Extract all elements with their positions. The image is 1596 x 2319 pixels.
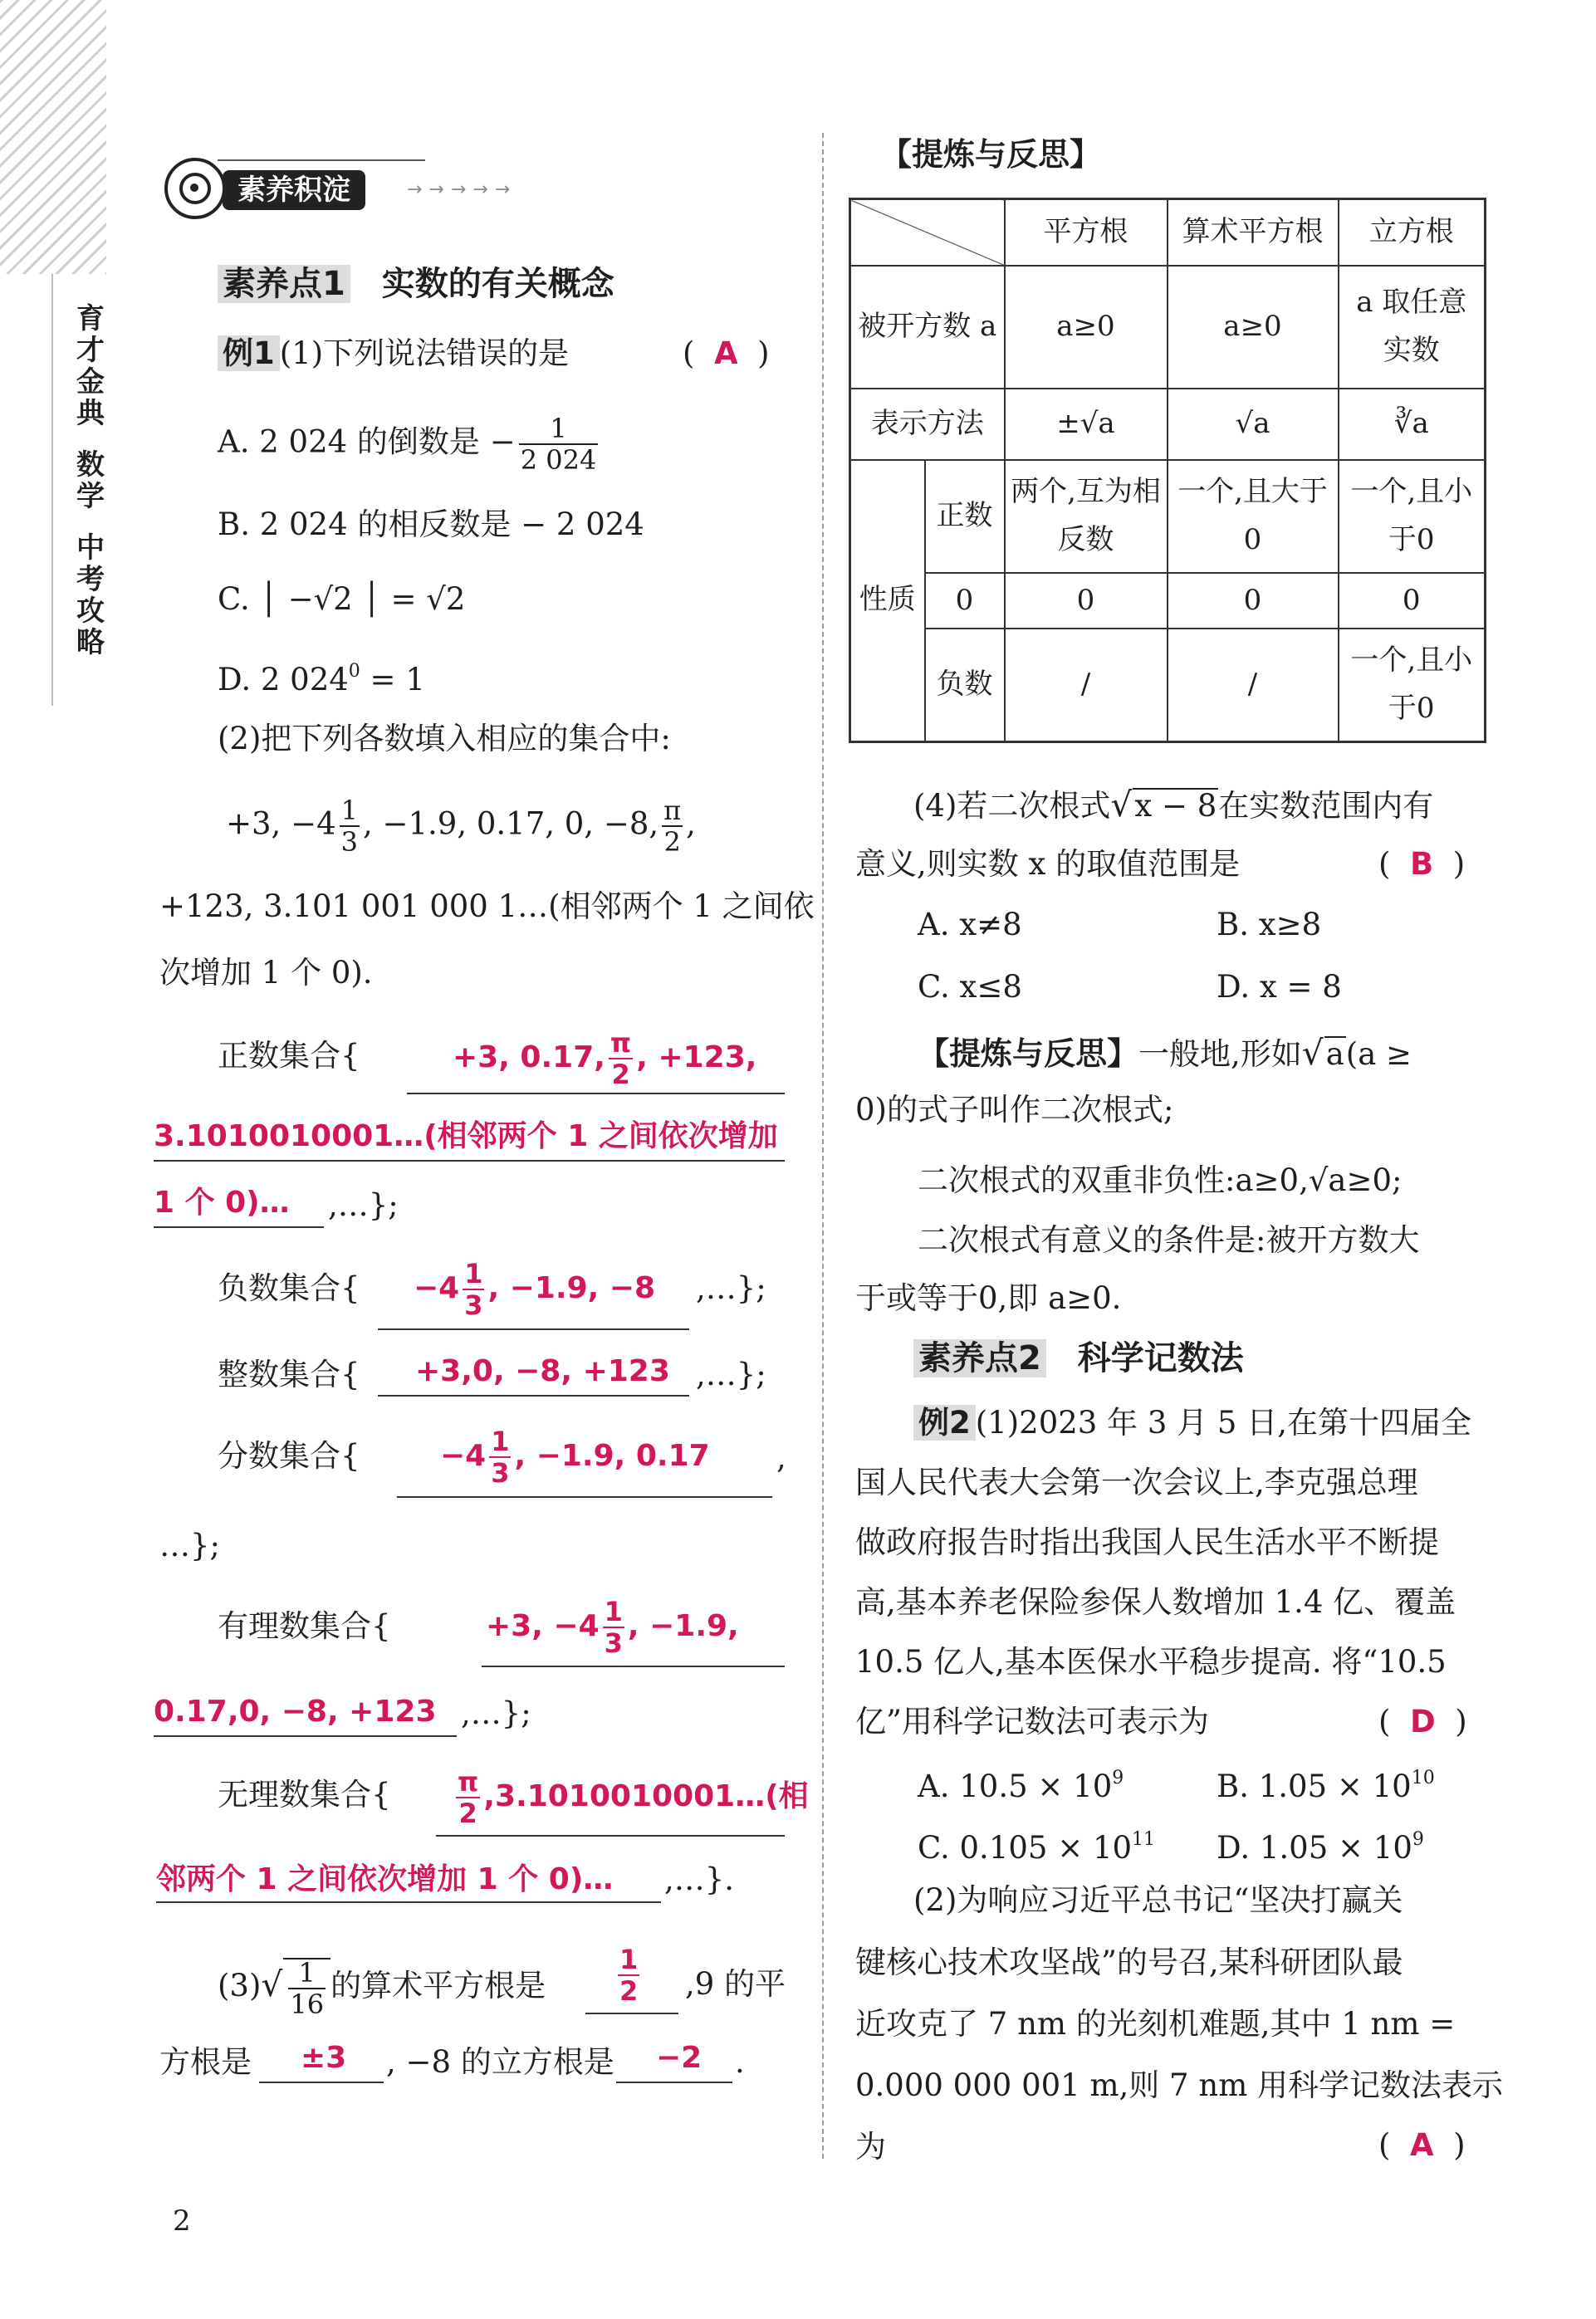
fraction-answer bbox=[440, 1426, 710, 1489]
q4-option-a: A. x≠8 bbox=[918, 907, 1022, 942]
positive-answer-line3: 1 个 0)… bbox=[154, 1186, 290, 1220]
ex2-q2-line2: 键核心技术攻坚战”的号召,某科研团队最 bbox=[855, 1945, 1403, 1980]
section-logo: 素养积淀 bbox=[223, 170, 365, 210]
sub-row-label: 负数 bbox=[925, 629, 1005, 741]
ex2-option-b bbox=[1217, 1759, 1435, 1807]
sqrt-symbol: √ bbox=[1301, 1033, 1324, 1073]
q4-line1-suffix: 在实数范围内有 bbox=[1218, 788, 1434, 824]
option-c-expr: │ −√2 │ = √2 bbox=[259, 581, 466, 617]
q3-line2-end: . bbox=[735, 2044, 745, 2080]
irrational-set-close: ,…}. bbox=[664, 1862, 735, 1897]
q4-line1 bbox=[913, 785, 1433, 826]
ex2-line6: 亿”用科学记数法可表示为 bbox=[855, 1704, 1209, 1739]
row-label-radicand: 被开方数 a bbox=[850, 266, 1005, 389]
option-base: D. 1.05 × 10 bbox=[1217, 1830, 1412, 1866]
irrational-answer-part1: ,3.1010010001…(相 bbox=[483, 1779, 809, 1813]
corner-hatch bbox=[0, 0, 106, 274]
q3-answer-cube: −2 bbox=[656, 2041, 703, 2075]
table-cell: 一个,且小于0 bbox=[1339, 460, 1486, 573]
option-c-prefix: C. bbox=[218, 581, 250, 617]
ex2-line1 bbox=[913, 1403, 1471, 1443]
section2-label: 素养点2 bbox=[913, 1339, 1046, 1377]
answer-underline bbox=[156, 1901, 661, 1903]
table-cell: ±√a bbox=[1005, 389, 1168, 460]
reflect2-line1-a: 一般地,形如 bbox=[1138, 1036, 1302, 1072]
option-a-text: A. 2 024 的倒数是 − bbox=[218, 423, 516, 460]
answer-underline bbox=[616, 2082, 732, 2083]
ex1-label: 例1 bbox=[218, 335, 280, 371]
sidebar-title bbox=[71, 303, 110, 658]
answer-underline bbox=[154, 1735, 457, 1737]
ex2-q2-answer: A bbox=[1409, 2127, 1434, 2163]
fraction-num: π bbox=[610, 1027, 632, 1059]
ex1-q2-numbers-line2: +123, 3.101 001 000 1…(相邻两个 1 之间依 bbox=[159, 888, 815, 924]
ex1-option-c bbox=[218, 580, 465, 619]
col-header: 算术平方根 bbox=[1168, 199, 1339, 266]
sqrt-content: a bbox=[1325, 1036, 1344, 1072]
logo-rule bbox=[218, 159, 425, 161]
option-base: C. 0.105 × 10 bbox=[918, 1830, 1133, 1866]
arrow-icons: →→→→→ bbox=[407, 179, 517, 200]
side-rule bbox=[51, 274, 53, 706]
fraction bbox=[463, 1260, 484, 1319]
ex2-line3: 做政府报告时指出我国人民生活水平不断提 bbox=[855, 1524, 1439, 1560]
section1-label: 素养点1 bbox=[218, 265, 350, 303]
table-corner bbox=[850, 199, 1005, 266]
table-cell: / bbox=[1168, 629, 1339, 741]
q4-line1-prefix: (4)若二次根式 bbox=[913, 788, 1111, 824]
page-number: 2 bbox=[173, 2204, 191, 2238]
reflect2-line1-b: (a ≥ bbox=[1345, 1036, 1412, 1072]
summary-table bbox=[849, 198, 1486, 743]
answer-underline bbox=[259, 2082, 384, 2083]
fraction bbox=[662, 795, 683, 858]
target-icon bbox=[164, 158, 226, 219]
table-cell: a≥0 bbox=[1005, 266, 1168, 389]
sqrt-content bbox=[283, 1958, 330, 2018]
option-exp: 9 bbox=[1112, 1768, 1124, 1788]
fraction-num: 1 bbox=[464, 1258, 483, 1289]
fraction-answer-part-a: −4 bbox=[440, 1439, 487, 1473]
ex1-q1-answer-paren: ( A ) bbox=[683, 335, 770, 371]
table-cell: 0 bbox=[1168, 573, 1339, 629]
row-label-property: 性质 bbox=[850, 460, 925, 742]
section1-heading bbox=[218, 264, 614, 304]
ex1-q3-line1 bbox=[218, 1951, 546, 2019]
fraction-den: 3 bbox=[464, 1289, 483, 1321]
reflect2-line2: 0)的式子叫作二次根式; bbox=[855, 1092, 1174, 1128]
row-label-notation: 表示方法 bbox=[850, 389, 1005, 460]
q4-line2: 意义,则实数 x 的取值范围是 bbox=[855, 846, 1241, 882]
fraction bbox=[288, 1956, 326, 2020]
q3-answer-sqrt bbox=[614, 1941, 643, 2008]
rational-answer-part-a: +3, −4 bbox=[486, 1609, 600, 1643]
sqrt-symbol: √ bbox=[261, 1964, 283, 2004]
ex1-q2-numbers-line1 bbox=[226, 795, 696, 858]
option-base: B. 1.05 × 10 bbox=[1217, 1769, 1412, 1804]
positive-answer-part2: , +123, bbox=[636, 1040, 757, 1074]
option-d-exp: 0 bbox=[348, 661, 360, 682]
table-cell: 0 bbox=[1005, 573, 1168, 629]
fraction-set-close: …}; bbox=[159, 1528, 221, 1563]
ex1-option-a bbox=[218, 413, 601, 476]
fraction-set-comma: , bbox=[776, 1440, 786, 1475]
reflect2-title: 【提炼与反思】 bbox=[918, 1035, 1139, 1072]
ex2-line1-text: (1)2023 年 3 月 5 日,在第十四届全 bbox=[975, 1405, 1471, 1441]
section2-heading bbox=[913, 1338, 1244, 1378]
ex1-q1-text: (1)下列说法错误的是 bbox=[279, 335, 570, 371]
q4-option-d: D. x = 8 bbox=[1217, 969, 1342, 1005]
column-divider bbox=[822, 133, 824, 2159]
fraction bbox=[519, 413, 599, 476]
table-cell: 一个,且大于0 bbox=[1168, 460, 1339, 573]
option-d-suffix: = 1 bbox=[360, 662, 425, 697]
series: 中考攻略 bbox=[76, 531, 105, 659]
answer-underline bbox=[397, 1496, 772, 1498]
integer-set-label: 整数集合{ bbox=[218, 1357, 360, 1392]
reflect2-line3: 二次根式的双重非负性:a≥0,√a≥0; bbox=[918, 1162, 1403, 1198]
ex2-option-a bbox=[918, 1759, 1124, 1807]
ex2-q2-line4: 0.000 000 001 m,则 7 nm 用科学记数法表示 bbox=[855, 2067, 1504, 2103]
fraction bbox=[489, 1426, 511, 1489]
fraction-num: π bbox=[458, 1766, 479, 1798]
fraction bbox=[609, 1027, 633, 1090]
answer-underline bbox=[154, 1160, 785, 1162]
table-cell: a≥0 bbox=[1168, 266, 1339, 389]
rational-answer-part-b: , −1.9, bbox=[627, 1609, 739, 1643]
q3-answer-pm3: ±3 bbox=[301, 2041, 347, 2075]
fraction-den: 2 bbox=[611, 1059, 630, 1090]
sub-row-label: 正数 bbox=[925, 460, 1005, 573]
option-exp: 9 bbox=[1412, 1829, 1424, 1850]
ex2-q2-line1: (2)为响应习近平总书记“坚决打赢关 bbox=[913, 1882, 1403, 1918]
option-d-base: D. 2 024 bbox=[218, 662, 349, 697]
col-header: 平方根 bbox=[1005, 199, 1168, 266]
q4-radical: x − 8 bbox=[1134, 788, 1217, 824]
q4-option-c: C. x≤8 bbox=[918, 969, 1022, 1005]
answer-underline bbox=[407, 1093, 785, 1094]
ex2-q1-answer-paren: ( D ) bbox=[1378, 1704, 1467, 1739]
q3-middle-text: 的算术平方根是 bbox=[330, 1968, 546, 2003]
ex2-line4: 高,基本养老保险参保人数增加 1.4 亿、覆盖 bbox=[855, 1584, 1456, 1620]
negative-answer-part-b: , −1.9, −8 bbox=[487, 1271, 656, 1305]
negative-set-label: 负数集合{ bbox=[218, 1270, 360, 1306]
table-cell: 一个,且小于0 bbox=[1339, 629, 1486, 741]
irrational-answer-line2: 邻两个 1 之间依次增加 1 个 0)… bbox=[156, 1862, 614, 1896]
fraction-den: 2 bbox=[619, 1975, 639, 2007]
section1-title: 实数的有关概念 bbox=[381, 265, 614, 303]
q3-line2-prefix: 方根是 bbox=[159, 2044, 252, 2080]
sub-row-label: 0 bbox=[925, 573, 1005, 629]
ex2-line2: 国人民代表大会第一次会议上,李克强总理 bbox=[855, 1465, 1418, 1500]
ex2-q1-answer: D bbox=[1409, 1704, 1436, 1739]
option-exp: 11 bbox=[1132, 1829, 1156, 1850]
fraction bbox=[603, 1596, 624, 1659]
numbers-part-c: , bbox=[686, 805, 696, 842]
col-header: 立方根 bbox=[1339, 199, 1486, 266]
answer-underline bbox=[482, 1666, 785, 1667]
q3-after-text: ,9 的平 bbox=[685, 1966, 786, 2002]
positive-answer-part1: +3, 0.17, bbox=[453, 1040, 605, 1074]
q4-answer-paren: ( B ) bbox=[1378, 846, 1466, 882]
table-cell: a 取任意实数 bbox=[1339, 266, 1486, 389]
ex1-q1-answer: A bbox=[713, 335, 738, 371]
ex2-option-c bbox=[918, 1820, 1155, 1868]
irrational-answer-line1 bbox=[453, 1766, 809, 1829]
table-cell: / bbox=[1005, 629, 1168, 741]
ex1-q1-stem bbox=[218, 334, 569, 374]
fraction-num: 1 bbox=[619, 1944, 639, 1975]
answer-underline bbox=[585, 2013, 678, 2014]
sqrt-symbol: √ bbox=[1110, 785, 1133, 824]
ex1-q2-numbers-line3: 次增加 1 个 0). bbox=[159, 955, 373, 991]
table-cell: ∛a bbox=[1339, 389, 1486, 460]
answer-underline bbox=[378, 1395, 689, 1397]
rational-set-label: 有理数集合{ bbox=[218, 1608, 391, 1644]
ex2-q2-line3: 近攻克了 7 nm 的光刻机难题,其中 1 nm = bbox=[855, 2006, 1456, 2042]
ex2-option-d bbox=[1217, 1820, 1424, 1868]
ex2-q2-line5: 为 bbox=[855, 2129, 886, 2165]
reflect2-line5: 于或等于0,即 a≥0. bbox=[855, 1280, 1122, 1316]
ex2-q2-answer-paren: ( A ) bbox=[1378, 2127, 1466, 2163]
q3-line2-middle: , −8 的立方根是 bbox=[386, 2044, 614, 2080]
fraction-num: 1 bbox=[604, 1596, 623, 1627]
fraction-den: 2 024 bbox=[520, 444, 597, 476]
fraction-den: 2 bbox=[458, 1798, 477, 1829]
negative-answer bbox=[414, 1260, 655, 1319]
positive-answer-line1 bbox=[453, 1027, 757, 1090]
reflect2-line1 bbox=[918, 1033, 1412, 1074]
fraction-answer-part-b: , −1.9, 0.17 bbox=[514, 1439, 710, 1473]
fraction-num: 1 bbox=[491, 1426, 510, 1457]
fraction bbox=[456, 1766, 480, 1829]
ex2-label: 例2 bbox=[913, 1405, 976, 1441]
option-exp: 10 bbox=[1411, 1768, 1435, 1788]
rational-set-close: ,…}; bbox=[461, 1695, 531, 1731]
positive-answer-line2: 3.1010010001…(相邻两个 1 之间依次增加 bbox=[154, 1119, 778, 1153]
fraction-num: π bbox=[663, 795, 682, 826]
numbers-part-a: +3, −4 bbox=[226, 805, 336, 842]
ex2-line5: 10.5 亿人,基本医保水平稳步提高. 将“10.5 bbox=[855, 1644, 1447, 1680]
fraction-den: 3 bbox=[491, 1457, 510, 1489]
rational-answer-line2: 0.17,0, −8, +123 bbox=[154, 1695, 437, 1729]
q4-option-b: B. x≥8 bbox=[1217, 907, 1322, 942]
fraction-den: 3 bbox=[340, 826, 358, 858]
fraction-num: 1 bbox=[288, 1959, 326, 1989]
ex1-q2-stem: (2)把下列各数填入相应的集合中: bbox=[218, 721, 671, 756]
reflect-title: 【提炼与反思】 bbox=[880, 136, 1102, 173]
ex1-option-d bbox=[218, 652, 425, 700]
option-base: A. 10.5 × 10 bbox=[918, 1769, 1113, 1804]
positive-set-close: ,…}; bbox=[328, 1187, 399, 1223]
table-cell: 0 bbox=[1339, 573, 1486, 629]
positive-set-label: 正数集合{ bbox=[218, 1038, 360, 1074]
subject: 数学 bbox=[76, 448, 105, 513]
answer-underline bbox=[436, 1835, 785, 1837]
negative-answer-part-a: −4 bbox=[414, 1271, 460, 1305]
q4-answer: B bbox=[1409, 846, 1434, 882]
reflect2-line4: 二次根式有意义的条件是:被开方数大 bbox=[918, 1222, 1420, 1258]
fraction-den: 3 bbox=[604, 1627, 623, 1659]
negative-set-close: ,…}; bbox=[696, 1270, 766, 1306]
answer-underline bbox=[378, 1328, 689, 1330]
numbers-part-b: , −1.9, 0.17, 0, −8, bbox=[362, 805, 659, 842]
section2-title: 科学记数法 bbox=[1077, 1339, 1244, 1377]
irrational-set-label: 无理数集合{ bbox=[218, 1777, 391, 1813]
fraction bbox=[618, 1944, 639, 2007]
table-cell: 两个,互为相反数 bbox=[1005, 460, 1168, 573]
fraction bbox=[340, 795, 360, 858]
fraction-den: 16 bbox=[290, 1988, 325, 2020]
integer-set-close: ,…}; bbox=[696, 1357, 766, 1392]
integer-answer: +3,0, −8, +123 bbox=[415, 1354, 670, 1388]
book-title: 育才金典 bbox=[76, 302, 105, 430]
fraction-set-label: 分数集合{ bbox=[218, 1438, 360, 1474]
rational-answer-line1 bbox=[486, 1596, 739, 1659]
fraction-num: 1 bbox=[340, 795, 358, 826]
fraction-den: 2 bbox=[663, 826, 681, 858]
table-cell: √a bbox=[1168, 389, 1339, 460]
fraction-num: 1 bbox=[519, 415, 599, 445]
ex1-option-b: B. 2 024 的相反数是 − 2 024 bbox=[218, 506, 644, 542]
q3-prefix: (3) bbox=[218, 1968, 262, 2003]
answer-underline bbox=[154, 1226, 324, 1228]
